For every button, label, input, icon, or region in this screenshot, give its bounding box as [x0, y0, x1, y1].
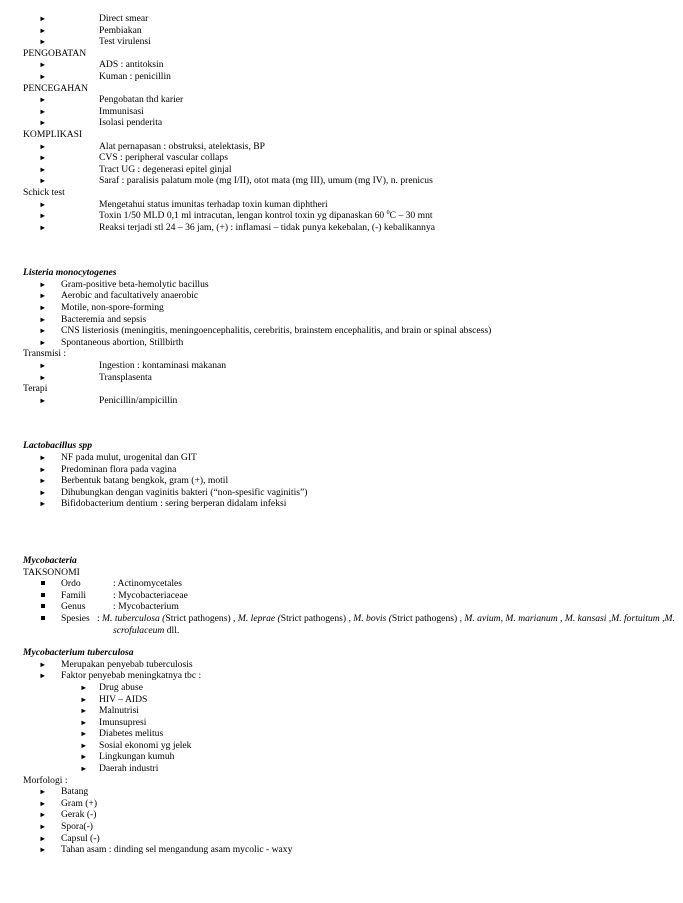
document-page	[23, 13, 675, 856]
arrow-bullet-icon: ►	[80, 729, 88, 739]
arrow-bullet-icon: ►	[80, 752, 88, 762]
list-item: ► Motile, non-spore-forming	[39, 302, 164, 314]
list-item: ► Kuman : penicillin	[39, 70, 171, 82]
section-heading-pencegahan: PENCEGAHAN	[23, 82, 89, 94]
arrow-bullet-icon: ►	[39, 453, 47, 462]
arrow-bullet-icon: ►	[39, 810, 47, 820]
arrow-bullet-icon: ►	[39, 153, 47, 163]
list-item: ► Penicillin/ampicillin	[39, 394, 178, 406]
arrow-bullet-icon: ►	[39, 25, 47, 35]
list-item: Famili : Mycobacteriaceae	[23, 590, 623, 602]
section-heading-morfologi: Morfologi :	[23, 774, 68, 786]
list-item: ► Gram-positive beta-hemolytic bacillus	[39, 278, 209, 290]
list-item: ► Alat pernapasan : obstruksi, atelektasis, BP	[39, 140, 265, 152]
arrow-bullet-icon: ►	[39, 845, 47, 855]
arrow-bullet-icon: ►	[39, 211, 47, 221]
list-item: ► Faktor penyebab meningkatnya tbc :	[39, 670, 202, 682]
section-heading-terapi: Terapi	[23, 383, 48, 395]
arrow-bullet-icon: ►	[39, 37, 47, 47]
list-item: ► Immunisasi	[39, 105, 144, 117]
section-heading-listeria: Listeria monocytogenes	[23, 267, 117, 279]
list-item: ► Spora(-)	[39, 821, 93, 833]
arrow-bullet-icon: ►	[80, 740, 88, 750]
list-item: ► Imunsupresi	[80, 716, 147, 728]
list-item: ► Gram (+)	[39, 797, 98, 809]
list-item: ► HIV – AIDS	[80, 693, 148, 705]
list-item: ► Test virulensi	[39, 36, 151, 48]
arrow-bullet-icon: ►	[80, 694, 88, 704]
list-item: ► Lingkungan kumuh	[80, 751, 175, 763]
list-item: ► NF pada mulut, urogenital dan GIT	[39, 452, 197, 463]
list-item: ► Tract UG : degenerasi epitel ginjal	[39, 163, 232, 175]
list-item: ► Berbentuk batang bengkok, gram (+), motil	[39, 475, 229, 487]
list-item: ► Tahan asam : dinding sel mengandung asam mycolic - waxy	[39, 844, 293, 856]
list-item: ► Ingestion : kontaminasi makanan	[39, 360, 227, 372]
arrow-bullet-icon: ►	[39, 164, 47, 174]
list-item: ► Saraf : paralisis palatum mole (mg I/II), otot mata (mg III), umum (mg IV), n. prenicus	[39, 175, 433, 187]
arrow-bullet-icon: ►	[39, 141, 47, 151]
arrow-bullet-icon: ►	[39, 476, 47, 486]
arrow-bullet-icon: ►	[39, 487, 47, 497]
arrow-bullet-icon: ►	[39, 95, 47, 105]
arrow-bullet-icon: ►	[80, 706, 88, 716]
list-item: Spesies : M. tuberculosa (Strict pathogens) , M. leprae (Strict pathogens) , M. bovis (Strict pathogens) , M. avium, M. marianum , M. kansasi ,M. fortuitum ,M. scrofulaceum dll.	[23, 613, 623, 636]
arrow-bullet-icon: ►	[39, 176, 47, 186]
arrow-bullet-icon: ►	[39, 671, 47, 681]
arrow-bullet-icon: ►	[39, 279, 47, 289]
list-item: Genus : Mycobacterium	[23, 601, 623, 613]
arrow-bullet-icon: ►	[39, 118, 47, 128]
arrow-bullet-icon: ►	[39, 822, 47, 832]
arrow-bullet-icon: ►	[39, 659, 47, 669]
section-heading-schick: Schick test	[23, 186, 65, 198]
section-heading-transmisi: Transmisi :	[23, 348, 67, 360]
list-item: ► Merupakan penyebab tuberculosis	[39, 658, 193, 670]
list-item: ► Drug abuse	[80, 681, 143, 693]
list-item: ► Batang	[39, 786, 89, 798]
section-heading-pengobatan: PENGOBATAN	[23, 47, 87, 59]
list-item: ► Aerobic and facultatively anaerobic	[39, 290, 199, 302]
arrow-bullet-icon: ►	[80, 682, 88, 692]
list-item: ► Mengetahui status imunitas terhadap toxin kuman diphtheri	[39, 198, 328, 210]
list-item: ► Toxin 1/50 MLD 0,1 ml intracutan, lengan kontrol toxin yg dipanaskan 60 $^0$C – 30 mnt	[39, 209, 433, 222]
section-heading-lactobacillus: Lactobacillus spp	[23, 440, 93, 452]
list-item: ► Isolasi penderita	[39, 117, 163, 129]
list-item: ► ADS : antitoksin	[39, 59, 164, 71]
arrow-bullet-icon: ►	[39, 303, 47, 313]
arrow-bullet-icon: ►	[39, 291, 47, 301]
list-item: ► Dihubungkan dengan vaginitis bakteri (“non-spesific vaginitis”)	[39, 486, 308, 498]
list-item: ► Diabetes melitus	[80, 728, 164, 740]
square-bullet-icon	[41, 604, 45, 608]
list-item: ► Predominan flora pada vagina	[39, 463, 177, 475]
list-item: ► Pembiakan	[39, 24, 142, 36]
list-item: Ordo : Actinomycetales	[23, 578, 623, 590]
arrow-bullet-icon: ►	[39, 798, 47, 808]
list-item: ► Bifidobacterium dentium : sering berperan didalam infeksi	[39, 498, 287, 510]
arrow-bullet-icon: ►	[39, 787, 47, 797]
list-item: ► Malnutrisi	[80, 705, 139, 717]
subheading-taksonomi: TAKSONOMI	[23, 566, 80, 578]
section-heading-komplikasi: KOMPLIKASI	[23, 128, 83, 140]
list-item: ► Bacteremia and sepsis	[39, 313, 147, 325]
section-heading-mtb: Mycobacterium tuberculosa	[23, 647, 134, 659]
section-heading-mycobacteria: Mycobacteria	[23, 554, 77, 566]
arrow-bullet-icon: ►	[80, 764, 88, 774]
list-item: ► CNS listeriosis (meningitis, meningoencephalitis, cerebritis, brainstem encephalitis, and brain or spinal abscess)	[39, 325, 492, 337]
arrow-bullet-icon: ►	[39, 464, 47, 474]
arrow-bullet-icon: ►	[39, 314, 47, 324]
list-item: ► Daerah industri	[80, 763, 159, 775]
list-item: ► Spontaneous abortion, Stillbirth	[39, 336, 184, 348]
arrow-bullet-icon: ►	[39, 337, 47, 347]
arrow-bullet-icon: ►	[39, 326, 47, 336]
arrow-bullet-icon: ►	[39, 372, 47, 382]
arrow-bullet-icon: ►	[39, 14, 47, 23]
arrow-bullet-icon: ►	[39, 106, 47, 116]
square-bullet-icon	[41, 593, 45, 597]
arrow-bullet-icon: ►	[39, 71, 47, 81]
square-bullet-icon	[41, 616, 45, 620]
square-bullet-icon	[41, 581, 45, 585]
list-item: ► Sosial ekonomi yg jelek	[80, 739, 192, 751]
list-item: ► Capsul (-)	[39, 832, 100, 844]
arrow-bullet-icon: ►	[39, 60, 47, 70]
list-item: ► Direct smear	[39, 13, 149, 24]
arrow-bullet-icon: ►	[39, 395, 47, 405]
list-item: ► Transplasenta	[39, 371, 152, 383]
arrow-bullet-icon: ►	[39, 222, 47, 232]
list-item: ► Gerak (-)	[39, 809, 97, 821]
list-item: ► Reaksi terjadi stl 24 – 36 jam, (+) : inflamasi – tidak punya kekebalan, (-) kebalikannya	[39, 221, 436, 233]
arrow-bullet-icon: ►	[39, 361, 47, 371]
list-item: ► CVS : peripheral vascular collaps	[39, 152, 228, 164]
arrow-bullet-icon: ►	[80, 717, 88, 727]
arrow-bullet-icon: ►	[39, 833, 47, 843]
arrow-bullet-icon: ►	[39, 499, 47, 509]
list-item: ► Pengobatan thd karier	[39, 94, 184, 106]
arrow-bullet-icon: ►	[39, 199, 47, 209]
